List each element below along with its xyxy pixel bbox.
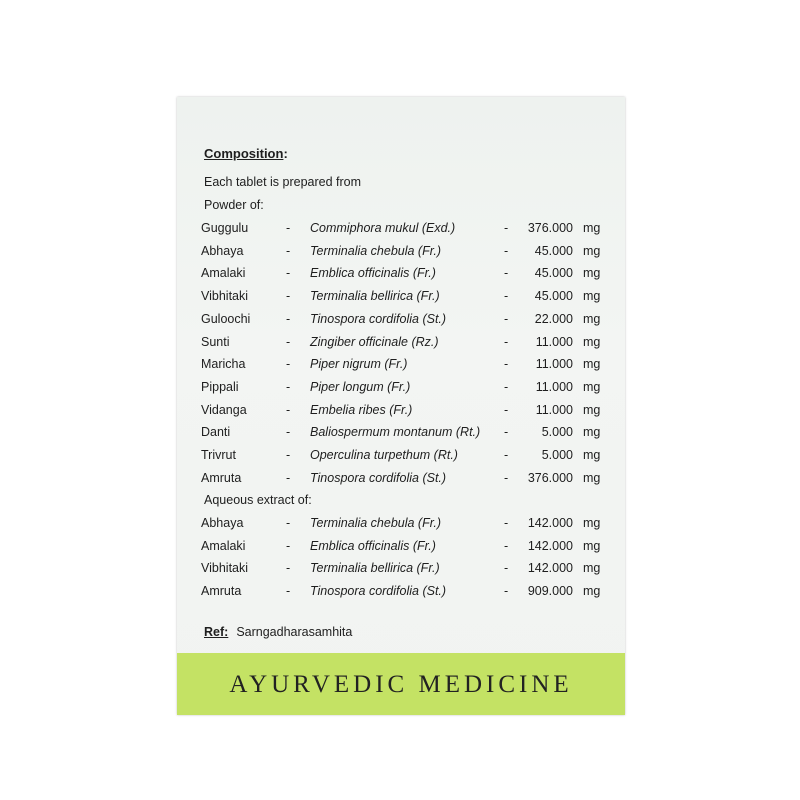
separator-dash: - xyxy=(286,561,291,576)
separator-dash: - xyxy=(286,221,291,235)
composition-colon: : xyxy=(283,146,288,161)
ingredient-row xyxy=(177,244,625,262)
ingredient-row xyxy=(177,425,625,443)
unit: mg xyxy=(583,221,601,235)
separator-dash: - xyxy=(504,470,509,485)
ingredient-row xyxy=(177,539,625,557)
separator-dash: - xyxy=(504,516,509,530)
separator-dash: - xyxy=(286,584,291,599)
quantity: 45.000 xyxy=(534,289,573,304)
ingredient-row xyxy=(177,471,625,489)
ingredient-name: Abhaya xyxy=(201,243,244,258)
botanical-name: Piper nigrum (Fr.) xyxy=(310,357,408,372)
quantity: 376.000 xyxy=(527,221,573,235)
unit: mg xyxy=(583,425,601,440)
separator-dash: - xyxy=(504,243,509,258)
ingredient-name: Vidanga xyxy=(201,402,247,417)
quantity: 11.000 xyxy=(535,379,573,394)
separator-dash: - xyxy=(286,357,291,372)
ingredient-row xyxy=(177,561,625,579)
unit: mg xyxy=(583,266,601,281)
quantity: 909.000 xyxy=(527,584,573,599)
botanical-name: Emblica officinalis (Fr.) xyxy=(310,266,436,281)
ingredient-row xyxy=(177,516,625,534)
separator-dash: - xyxy=(504,334,509,349)
separator-dash: - xyxy=(504,425,509,440)
ayurvedic-medicine-text: AYURVEDIC MEDICINE xyxy=(229,671,573,698)
ingredient-row xyxy=(177,266,625,284)
ingredient-row xyxy=(177,312,625,330)
ingredient-row xyxy=(177,221,625,239)
extract-label: Aqueous extract of: xyxy=(204,493,312,507)
ingredient-row xyxy=(177,448,625,466)
separator-dash: - xyxy=(286,402,291,417)
green-band xyxy=(177,653,625,715)
ingredient-name: Vibhitaki xyxy=(201,561,249,576)
unit: mg xyxy=(583,243,601,258)
separator-dash: - xyxy=(504,584,509,599)
separator-dash: - xyxy=(504,311,509,326)
composition-heading xyxy=(204,146,288,161)
unit: mg xyxy=(583,334,601,349)
botanical-name: Terminalia bellirica (Fr.) xyxy=(310,289,440,304)
ingredient-row xyxy=(177,380,625,398)
ingredient-name: Sunti xyxy=(201,334,230,349)
quantity: 11.000 xyxy=(535,334,573,349)
botanical-name: Tinospora cordifolia (St.) xyxy=(310,584,447,599)
botanical-name: Baliospermum montanum (Rt.) xyxy=(310,425,481,440)
ingredient-name: Vibhitaki xyxy=(201,289,249,304)
botanical-name: Commiphora mukul (Exd.) xyxy=(310,221,456,235)
medicine-box-back xyxy=(177,97,625,715)
unit: mg xyxy=(583,470,601,485)
ingredient-row xyxy=(177,289,625,307)
reference-value: Sarngadharasamhita xyxy=(236,625,353,639)
ingredient-name: Pippali xyxy=(201,379,239,394)
unit: mg xyxy=(583,402,601,417)
ingredient-row xyxy=(177,335,625,353)
ingredient-name: Danti xyxy=(201,425,231,440)
ingredient-name: Amalaki xyxy=(201,266,246,281)
quantity: 22.000 xyxy=(534,311,573,326)
composition-label: Composition xyxy=(204,146,284,161)
ingredient-name: Trivrut xyxy=(201,448,236,462)
separator-dash: - xyxy=(286,266,291,281)
unit: mg xyxy=(583,538,601,553)
ingredient-row xyxy=(177,584,625,602)
unit: mg xyxy=(583,516,601,530)
intro-line-2: Powder of: xyxy=(204,198,264,212)
separator-dash: - xyxy=(286,334,291,349)
unit: mg xyxy=(583,561,601,576)
quantity: 376.000 xyxy=(527,470,573,485)
ingredient-name: Amalaki xyxy=(201,538,246,553)
separator-dash: - xyxy=(504,448,509,462)
ingredient-name: Guloochi xyxy=(201,311,251,326)
quantity: 5.000 xyxy=(541,448,573,462)
botanical-name: Operculina turpethum (Rt.) xyxy=(310,448,458,462)
separator-dash: - xyxy=(504,561,509,576)
botanical-name: Zingiber officinale (Rz.) xyxy=(310,334,439,349)
botanical-name: Tinospora cordifolia (St.) xyxy=(310,470,447,485)
quantity: 142.000 xyxy=(527,561,573,576)
botanical-name: Tinospora cordifolia (St.) xyxy=(310,311,447,326)
separator-dash: - xyxy=(286,379,291,394)
intro-line-1: Each tablet is prepared from xyxy=(204,175,362,189)
botanical-name: Terminalia chebula (Fr.) xyxy=(310,516,442,530)
ingredient-name: Abhaya xyxy=(201,516,244,530)
ingredient-row xyxy=(177,357,625,375)
separator-dash: - xyxy=(504,221,509,235)
unit: mg xyxy=(583,357,601,372)
unit: mg xyxy=(583,289,601,304)
ingredient-name: Maricha xyxy=(201,357,246,372)
ingredient-name: Amruta xyxy=(201,470,242,485)
separator-dash: - xyxy=(504,357,509,372)
reference xyxy=(204,625,352,639)
unit: mg xyxy=(583,311,601,326)
unit: mg xyxy=(583,448,601,462)
separator-dash: - xyxy=(504,289,509,304)
unit: mg xyxy=(583,584,601,599)
ingredient-name: Amruta xyxy=(201,584,242,599)
separator-dash: - xyxy=(504,402,509,417)
separator-dash: - xyxy=(504,538,509,553)
reference-label: Ref: xyxy=(204,625,229,639)
quantity: 45.000 xyxy=(534,266,573,281)
separator-dash: - xyxy=(286,289,291,304)
quantity: 142.000 xyxy=(527,516,573,530)
separator-dash: - xyxy=(286,538,291,553)
separator-dash: - xyxy=(286,516,291,530)
botanical-name: Emblica officinalis (Fr.) xyxy=(310,538,436,553)
ingredient-row xyxy=(177,403,625,421)
separator-dash: - xyxy=(286,448,291,462)
botanical-name: Embelia ribes (Fr.) xyxy=(310,402,413,417)
quantity: 45.000 xyxy=(534,243,573,258)
quantity: 5.000 xyxy=(541,425,573,440)
botanical-name: Piper longum (Fr.) xyxy=(310,379,411,394)
separator-dash: - xyxy=(504,379,509,394)
botanical-name: Terminalia chebula (Fr.) xyxy=(310,243,442,258)
quantity: 142.000 xyxy=(527,538,573,553)
separator-dash: - xyxy=(286,425,291,440)
separator-dash: - xyxy=(504,266,509,281)
quantity: 11.000 xyxy=(535,357,573,372)
separator-dash: - xyxy=(286,470,291,485)
unit: mg xyxy=(583,379,601,394)
quantity: 11.000 xyxy=(535,402,573,417)
separator-dash: - xyxy=(286,243,291,258)
ingredient-name: Guggulu xyxy=(201,221,249,235)
separator-dash: - xyxy=(286,311,291,326)
botanical-name: Terminalia bellirica (Fr.) xyxy=(310,561,440,576)
